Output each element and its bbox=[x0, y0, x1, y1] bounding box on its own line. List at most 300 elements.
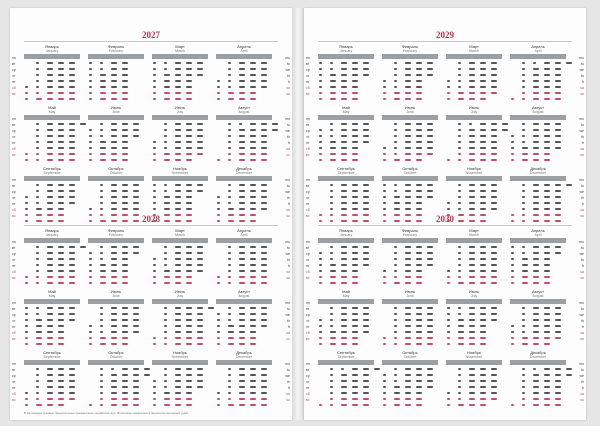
weekday-label: вт bbox=[306, 246, 310, 250]
day-number bbox=[491, 80, 497, 82]
day-number bbox=[416, 98, 422, 100]
day-number bbox=[341, 386, 347, 388]
day-number bbox=[522, 208, 525, 210]
day-number bbox=[69, 264, 75, 266]
day-number bbox=[239, 62, 245, 64]
day-number bbox=[491, 208, 497, 210]
day-number bbox=[458, 159, 461, 161]
weekday-labels bbox=[12, 105, 22, 158]
day-number bbox=[175, 123, 181, 125]
day-number bbox=[164, 380, 167, 382]
week-number-bar bbox=[152, 54, 208, 59]
day-number bbox=[69, 98, 75, 100]
weekday-label-en: th bbox=[581, 74, 584, 78]
day-number bbox=[533, 68, 539, 70]
weekday-label: вс bbox=[306, 153, 310, 157]
month-name: Март bbox=[175, 44, 185, 49]
day-number bbox=[319, 270, 322, 272]
day-number bbox=[69, 129, 75, 131]
day-number bbox=[394, 98, 400, 100]
day-number bbox=[122, 258, 128, 260]
day-number bbox=[352, 86, 358, 88]
day-number bbox=[164, 190, 167, 192]
day-number bbox=[111, 276, 117, 278]
day-number bbox=[122, 392, 128, 394]
day-number bbox=[239, 68, 245, 70]
day-number bbox=[330, 196, 333, 198]
day-number bbox=[544, 74, 550, 76]
day-number bbox=[352, 159, 358, 161]
day-number bbox=[394, 141, 397, 143]
weekday-label-en: tu bbox=[581, 184, 584, 188]
day-number bbox=[491, 92, 497, 94]
day-number bbox=[69, 123, 75, 125]
day-number bbox=[363, 325, 369, 327]
day-number bbox=[491, 141, 497, 143]
day-number bbox=[58, 62, 64, 64]
day-number bbox=[405, 392, 411, 394]
day-number bbox=[175, 86, 181, 88]
weekday-labels-en bbox=[574, 350, 584, 403]
day-number bbox=[480, 374, 486, 376]
weekday-label-en: mo bbox=[579, 240, 584, 244]
month-name: Январь bbox=[339, 228, 353, 233]
week-number-bar bbox=[216, 299, 272, 304]
weekday-label: пн bbox=[12, 117, 16, 121]
year-title: 2030 bbox=[436, 214, 454, 224]
weekday-row bbox=[24, 402, 80, 408]
day-number bbox=[447, 86, 450, 88]
day-number bbox=[533, 92, 539, 94]
day-number bbox=[522, 331, 525, 333]
day-number bbox=[469, 190, 475, 192]
day-number bbox=[458, 374, 461, 376]
weekday-label: пт bbox=[12, 202, 16, 206]
day-number bbox=[405, 374, 411, 376]
day-number bbox=[394, 331, 397, 333]
day-number bbox=[197, 246, 203, 248]
day-number bbox=[36, 313, 39, 315]
weekday-labels-en bbox=[280, 289, 290, 342]
day-number bbox=[261, 123, 267, 125]
day-number bbox=[175, 246, 181, 248]
day-number bbox=[330, 404, 333, 406]
month-name-en: July bbox=[176, 294, 184, 298]
day-number bbox=[458, 252, 461, 254]
day-number bbox=[555, 307, 561, 309]
day-number bbox=[330, 86, 336, 88]
weekday-label: чт bbox=[12, 258, 16, 262]
weekday-label: вс bbox=[306, 337, 310, 341]
day-number bbox=[319, 331, 322, 333]
weekday-label: пт bbox=[12, 141, 16, 145]
day-grid bbox=[24, 366, 80, 408]
weekday-label: пт bbox=[12, 325, 16, 329]
day-number bbox=[469, 147, 475, 149]
day-number bbox=[239, 123, 242, 125]
day-number bbox=[261, 80, 267, 82]
day-grid bbox=[318, 60, 374, 102]
day-number bbox=[533, 129, 539, 131]
day-number bbox=[261, 258, 267, 260]
day-number bbox=[47, 380, 53, 382]
day-number bbox=[491, 129, 497, 131]
day-number bbox=[511, 246, 514, 248]
day-number bbox=[533, 62, 536, 64]
day-number bbox=[69, 252, 75, 254]
day-number bbox=[100, 159, 106, 161]
weekday-label: чт bbox=[12, 74, 16, 78]
day-number bbox=[153, 153, 156, 155]
month-name-en: December bbox=[235, 171, 253, 175]
day-number bbox=[217, 276, 220, 278]
day-number bbox=[319, 68, 322, 70]
day-number bbox=[164, 374, 167, 376]
day-number bbox=[175, 184, 181, 186]
day-number bbox=[555, 319, 561, 321]
day-number bbox=[469, 386, 475, 388]
day-number bbox=[544, 270, 550, 272]
right-page bbox=[304, 8, 586, 420]
day-number bbox=[491, 86, 497, 88]
week-number-bar bbox=[446, 54, 502, 59]
day-number bbox=[261, 147, 267, 149]
month-january bbox=[24, 44, 80, 105]
month-july bbox=[446, 289, 502, 350]
day-number bbox=[319, 252, 322, 254]
weekday-label-en: we bbox=[579, 313, 584, 317]
year-block bbox=[304, 214, 586, 411]
month-november bbox=[152, 350, 208, 411]
day-number bbox=[58, 325, 64, 327]
day-number bbox=[544, 252, 550, 254]
day-number bbox=[416, 337, 422, 339]
day-number bbox=[25, 404, 28, 406]
month-name-en: May bbox=[48, 294, 56, 298]
day-number bbox=[186, 147, 192, 149]
day-number bbox=[239, 80, 245, 82]
day-number bbox=[363, 129, 369, 131]
day-number bbox=[175, 80, 181, 82]
weekday-labels-en bbox=[574, 166, 584, 219]
day-number bbox=[330, 282, 336, 284]
day-number bbox=[261, 386, 267, 388]
month-name-en: September bbox=[43, 355, 61, 359]
day-number bbox=[197, 313, 203, 315]
weekday-label: сб bbox=[12, 270, 16, 274]
weekday-row bbox=[88, 280, 144, 286]
day-number bbox=[122, 208, 128, 210]
day-number bbox=[100, 147, 106, 149]
day-grid bbox=[318, 305, 374, 347]
day-grid bbox=[318, 366, 374, 408]
day-number bbox=[533, 368, 536, 370]
day-number bbox=[111, 246, 117, 248]
weekday-label: вт bbox=[12, 307, 16, 311]
month-name-en: February bbox=[402, 233, 417, 237]
day-number bbox=[164, 98, 170, 100]
day-number bbox=[341, 276, 347, 278]
day-number bbox=[25, 337, 28, 339]
day-number bbox=[522, 313, 525, 315]
day-number bbox=[319, 141, 322, 143]
day-number bbox=[175, 380, 181, 382]
week-number-bar bbox=[152, 360, 208, 365]
day-number bbox=[383, 270, 386, 272]
day-number bbox=[458, 386, 461, 388]
day-number bbox=[239, 331, 245, 333]
day-number bbox=[36, 404, 42, 406]
day-number bbox=[100, 325, 103, 327]
day-number bbox=[25, 92, 28, 94]
day-number bbox=[153, 258, 156, 260]
day-number bbox=[89, 92, 92, 94]
day-number bbox=[58, 374, 64, 376]
day-number bbox=[58, 246, 64, 248]
month-name: Декабрь bbox=[530, 350, 546, 355]
day-number bbox=[427, 319, 433, 321]
day-number bbox=[250, 246, 256, 248]
day-number bbox=[100, 386, 103, 388]
weekday-row bbox=[382, 402, 438, 408]
weekday-label-en: th bbox=[287, 319, 290, 323]
day-number bbox=[58, 368, 64, 370]
weekday-label-en: su bbox=[580, 398, 584, 402]
week-number-bar bbox=[88, 54, 144, 59]
day-number bbox=[250, 196, 256, 198]
day-number bbox=[341, 80, 347, 82]
day-number bbox=[175, 337, 181, 339]
day-number bbox=[447, 337, 450, 339]
weekday-label: сб bbox=[306, 86, 310, 90]
day-number bbox=[239, 202, 245, 204]
weekday-row bbox=[318, 341, 374, 347]
day-number bbox=[511, 153, 514, 155]
day-number bbox=[58, 86, 64, 88]
day-number bbox=[511, 98, 514, 100]
day-number bbox=[522, 246, 525, 248]
day-number bbox=[480, 62, 486, 64]
weekday-row bbox=[216, 402, 272, 408]
day-number bbox=[330, 141, 336, 143]
day-number bbox=[330, 190, 333, 192]
day-number bbox=[239, 129, 245, 131]
day-number bbox=[272, 129, 278, 131]
day-number bbox=[69, 386, 75, 388]
day-number bbox=[250, 208, 256, 210]
day-number bbox=[69, 392, 75, 394]
day-number bbox=[186, 386, 192, 388]
day-number bbox=[533, 98, 539, 100]
day-number bbox=[89, 80, 92, 82]
day-number bbox=[405, 190, 411, 192]
day-number bbox=[480, 141, 486, 143]
day-number bbox=[522, 80, 525, 82]
day-number bbox=[352, 147, 358, 149]
day-number bbox=[89, 208, 92, 210]
day-number bbox=[164, 153, 170, 155]
day-number bbox=[511, 135, 514, 137]
day-number bbox=[47, 307, 53, 309]
day-number bbox=[239, 343, 245, 345]
weekday-labels bbox=[12, 289, 22, 342]
day-number bbox=[25, 313, 28, 315]
month-name-en: August bbox=[238, 110, 250, 114]
day-number bbox=[458, 86, 461, 88]
day-number bbox=[341, 282, 347, 284]
day-number bbox=[330, 252, 333, 254]
day-number bbox=[522, 74, 525, 76]
day-number bbox=[47, 86, 53, 88]
day-number bbox=[383, 208, 386, 210]
day-number bbox=[164, 159, 170, 161]
day-number bbox=[239, 337, 245, 339]
day-number bbox=[58, 80, 64, 82]
left-page bbox=[10, 8, 292, 420]
day-number bbox=[36, 270, 39, 272]
weekday-label-en: we bbox=[579, 190, 584, 194]
day-number bbox=[69, 74, 75, 76]
week-number-bar bbox=[510, 360, 566, 365]
weekday-label: вс bbox=[12, 398, 16, 402]
day-number bbox=[352, 392, 358, 394]
day-number bbox=[89, 258, 92, 260]
day-number bbox=[69, 153, 75, 155]
day-number bbox=[555, 208, 561, 210]
day-number bbox=[111, 62, 117, 64]
day-number bbox=[533, 252, 539, 254]
day-number bbox=[330, 343, 336, 345]
day-number bbox=[341, 343, 347, 345]
day-number bbox=[341, 252, 347, 254]
day-number bbox=[555, 392, 561, 394]
day-number bbox=[427, 147, 433, 149]
day-number bbox=[405, 319, 411, 321]
day-number bbox=[416, 190, 422, 192]
day-number bbox=[480, 276, 486, 278]
day-number bbox=[197, 123, 203, 125]
day-number bbox=[250, 337, 256, 339]
day-number bbox=[122, 80, 128, 82]
day-number bbox=[330, 153, 336, 155]
day-number bbox=[330, 331, 336, 333]
month-name-en: April bbox=[534, 49, 542, 53]
day-number bbox=[458, 147, 461, 149]
month-name-en: June bbox=[112, 110, 120, 114]
day-number bbox=[458, 202, 461, 204]
day-number bbox=[319, 325, 322, 327]
day-number bbox=[330, 258, 333, 260]
day-number bbox=[228, 337, 234, 339]
day-number bbox=[533, 343, 539, 345]
day-number bbox=[36, 374, 39, 376]
day-number bbox=[416, 80, 422, 82]
day-number bbox=[533, 380, 539, 382]
day-number bbox=[352, 404, 358, 406]
month-name-en: February bbox=[108, 233, 123, 237]
weekday-label-en: we bbox=[285, 129, 290, 133]
day-number bbox=[330, 386, 333, 388]
quarter-row bbox=[306, 228, 584, 289]
weekday-labels-en bbox=[280, 228, 290, 281]
month-name: Май bbox=[342, 105, 350, 110]
day-number bbox=[36, 368, 39, 370]
day-number bbox=[405, 282, 411, 284]
month-name-en: April bbox=[534, 233, 542, 237]
day-number bbox=[555, 141, 561, 143]
day-number bbox=[416, 313, 422, 315]
week-number-bar bbox=[152, 176, 208, 181]
weekday-label: пн bbox=[306, 362, 310, 366]
day-number bbox=[383, 190, 386, 192]
day-number bbox=[47, 80, 53, 82]
day-number bbox=[25, 276, 28, 278]
day-number bbox=[416, 343, 422, 345]
day-number bbox=[122, 86, 128, 88]
month-june bbox=[382, 105, 438, 166]
day-number bbox=[217, 159, 220, 161]
day-number bbox=[480, 92, 486, 94]
day-number bbox=[186, 123, 192, 125]
day-grid bbox=[152, 305, 208, 347]
day-number bbox=[133, 392, 139, 394]
day-number bbox=[427, 129, 433, 131]
day-number bbox=[122, 62, 128, 64]
day-number bbox=[100, 190, 103, 192]
day-number bbox=[394, 153, 397, 155]
month-name: Август bbox=[531, 105, 545, 110]
day-number bbox=[100, 196, 103, 198]
month-name-en: September bbox=[43, 171, 61, 175]
day-number bbox=[228, 380, 231, 382]
day-number bbox=[133, 123, 139, 125]
weekday-row bbox=[152, 157, 208, 163]
day-number bbox=[47, 404, 53, 406]
day-number bbox=[175, 208, 181, 210]
weekday-label-en: th bbox=[581, 380, 584, 384]
day-number bbox=[228, 258, 231, 260]
weekday-labels-en bbox=[574, 228, 584, 281]
month-name-en: January bbox=[45, 233, 59, 237]
day-number bbox=[352, 331, 358, 333]
day-number bbox=[69, 92, 75, 94]
day-number bbox=[89, 252, 92, 254]
day-number bbox=[197, 258, 203, 260]
weekday-label-en: tu bbox=[287, 246, 290, 250]
weekday-label: пт bbox=[306, 202, 310, 206]
week-number-bar bbox=[510, 115, 566, 120]
day-number bbox=[458, 307, 461, 309]
week-number-bar bbox=[24, 299, 80, 304]
day-number bbox=[133, 325, 139, 327]
day-number bbox=[363, 386, 369, 388]
day-number bbox=[469, 80, 475, 82]
weekday-label: ср bbox=[306, 68, 310, 72]
day-number bbox=[25, 325, 28, 327]
month-name: Декабрь bbox=[236, 166, 252, 171]
day-number bbox=[405, 337, 411, 339]
day-number bbox=[363, 264, 369, 266]
day-number bbox=[427, 62, 433, 64]
day-number bbox=[458, 325, 464, 327]
quarter-row bbox=[12, 289, 290, 350]
day-grid bbox=[446, 60, 502, 102]
day-number bbox=[319, 62, 322, 64]
day-number bbox=[133, 313, 139, 315]
day-number bbox=[405, 202, 411, 204]
month-november bbox=[446, 350, 502, 411]
day-number bbox=[133, 398, 139, 400]
